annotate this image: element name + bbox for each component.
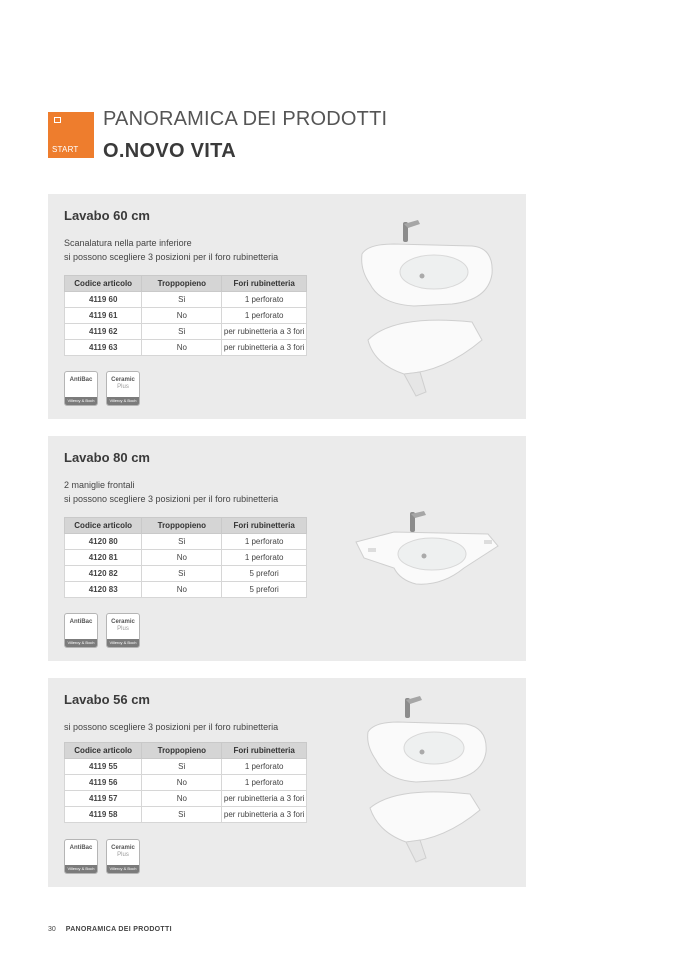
- table-row: [65, 775, 307, 791]
- product-title: Lavabo 60 cm: [64, 208, 150, 223]
- table-header-row: [65, 743, 307, 759]
- product-panel-lavabo-80: [48, 436, 526, 661]
- col-header: Fori rubinetteria: [222, 276, 307, 292]
- article-code: 4120 81: [65, 550, 142, 566]
- tap-holes-cell: per rubinetteria a 3 fori: [222, 807, 307, 823]
- table-row: [65, 308, 307, 324]
- page-title: O.NOVO VITA: [103, 140, 236, 162]
- table-row: [65, 340, 307, 356]
- article-code: 4119 62: [65, 324, 142, 340]
- tap-holes-cell: 1 perforato: [222, 775, 307, 791]
- badge-brand: Villeroy & Boch: [107, 397, 139, 405]
- table-row: [65, 534, 307, 550]
- col-header: Codice articolo: [65, 276, 142, 292]
- page-footer: [48, 926, 172, 933]
- table-header-row: [65, 276, 307, 292]
- overflow-cell: Sì: [142, 807, 222, 823]
- badge-text: Ceramic: [111, 619, 135, 625]
- article-code: 4120 83: [65, 582, 142, 598]
- table-row: [65, 759, 307, 775]
- desc-line: si possono scegliere 3 posizioni per il foro rubinetteria: [64, 494, 279, 504]
- overflow-cell: Sì: [142, 324, 222, 340]
- article-code: 4119 57: [65, 791, 142, 807]
- overflow-cell: No: [142, 582, 222, 598]
- article-code: 4119 63: [65, 340, 142, 356]
- article-table: [64, 742, 307, 823]
- start-logo: [48, 112, 94, 158]
- tap-holes-cell: 5 prefori: [222, 566, 307, 582]
- col-header: Troppopieno: [142, 518, 222, 534]
- page-number: 30: [48, 926, 56, 933]
- article-table: [64, 517, 307, 598]
- article-code: 4119 56: [65, 775, 142, 791]
- article-code: 4119 60: [65, 292, 142, 308]
- table-row: [65, 324, 307, 340]
- antibac-badge: [64, 613, 98, 648]
- article-code: 4119 55: [65, 759, 142, 775]
- col-header: Fori rubinetteria: [222, 743, 307, 759]
- footer-label: PANORAMICA DEI PRODOTTI: [65, 926, 172, 933]
- overflow-cell: No: [142, 791, 222, 807]
- article-code: 4120 82: [65, 566, 142, 582]
- ceramicplus-badge: [106, 613, 140, 648]
- table-row: [65, 791, 307, 807]
- tap-holes-cell: per rubinetteria a 3 fori: [222, 324, 307, 340]
- badge-text: AntiBac: [69, 619, 93, 625]
- product-panel-lavabo-60: [48, 194, 526, 419]
- product-panel-lavabo-56: [48, 678, 526, 887]
- grid-icon: [54, 117, 61, 123]
- table-row: [65, 550, 307, 566]
- badge-text: Ceramic: [111, 845, 135, 851]
- table-row: [65, 582, 307, 598]
- badge-text: AntiBac: [69, 845, 93, 851]
- badge-brand: Villeroy & Boch: [65, 865, 97, 873]
- col-header: Fori rubinetteria: [222, 518, 307, 534]
- col-header: Codice articolo: [65, 518, 142, 534]
- table-header-row: [65, 518, 307, 534]
- desc-line: si possono scegliere 3 posizioni per il foro rubinetteria: [64, 722, 279, 732]
- antibac-badge: [64, 371, 98, 406]
- washbasin-80-image: [352, 506, 502, 596]
- product-description: [64, 720, 278, 734]
- product-title: Lavabo 56 cm: [64, 692, 150, 707]
- overflow-cell: Sì: [142, 759, 222, 775]
- tap-holes-cell: 1 perforato: [222, 292, 307, 308]
- col-header: Troppopieno: [142, 743, 222, 759]
- tap-holes-cell: 1 perforato: [222, 759, 307, 775]
- tap-holes-cell: 5 prefori: [222, 582, 307, 598]
- overflow-cell: Sì: [142, 566, 222, 582]
- badge-brand: Villeroy & Boch: [107, 865, 139, 873]
- tap-holes-cell: 1 perforato: [222, 308, 307, 324]
- tap-holes-cell: per rubinetteria a 3 fori: [222, 340, 307, 356]
- table-row: [65, 292, 307, 308]
- section-subtitle: PANORAMICA DEI PRODOTTI: [103, 108, 388, 130]
- ceramicplus-badge: [106, 839, 140, 874]
- overflow-cell: No: [142, 775, 222, 791]
- antibac-badge: [64, 839, 98, 874]
- overflow-cell: No: [142, 550, 222, 566]
- badge-brand: Villeroy & Boch: [65, 397, 97, 405]
- badge-text: Plus: [117, 626, 129, 632]
- overflow-cell: Sì: [142, 292, 222, 308]
- badge-brand: Villeroy & Boch: [107, 639, 139, 647]
- ceramicplus-badge: [106, 371, 140, 406]
- badge-text: Plus: [117, 384, 129, 390]
- washbasin-60-image: [354, 214, 504, 404]
- desc-line: 2 maniglie frontali: [64, 480, 135, 490]
- badge-text: Ceramic: [111, 377, 135, 383]
- tap-holes-cell: 1 perforato: [222, 534, 307, 550]
- badge-text: Plus: [117, 852, 129, 858]
- article-code: 4120 80: [65, 534, 142, 550]
- article-code: 4119 58: [65, 807, 142, 823]
- overflow-cell: No: [142, 308, 222, 324]
- logo-label: START: [52, 145, 79, 154]
- overflow-cell: No: [142, 340, 222, 356]
- table-row: [65, 566, 307, 582]
- col-header: Troppopieno: [142, 276, 222, 292]
- article-code: 4119 61: [65, 308, 142, 324]
- badge-brand: Villeroy & Boch: [65, 639, 97, 647]
- washbasin-56-image: [358, 692, 498, 872]
- product-description: [64, 478, 278, 506]
- article-table: [64, 275, 307, 356]
- desc-line: Scanalatura nella parte inferiore: [64, 238, 192, 248]
- desc-line: si possono scegliere 3 posizioni per il foro rubinetteria: [64, 252, 279, 262]
- tap-holes-cell: per rubinetteria a 3 fori: [222, 791, 307, 807]
- table-row: [65, 807, 307, 823]
- product-title: Lavabo 80 cm: [64, 450, 150, 465]
- col-header: Codice articolo: [65, 743, 142, 759]
- badge-text: AntiBac: [69, 377, 93, 383]
- overflow-cell: Sì: [142, 534, 222, 550]
- tap-holes-cell: 1 perforato: [222, 550, 307, 566]
- product-description: [64, 236, 278, 264]
